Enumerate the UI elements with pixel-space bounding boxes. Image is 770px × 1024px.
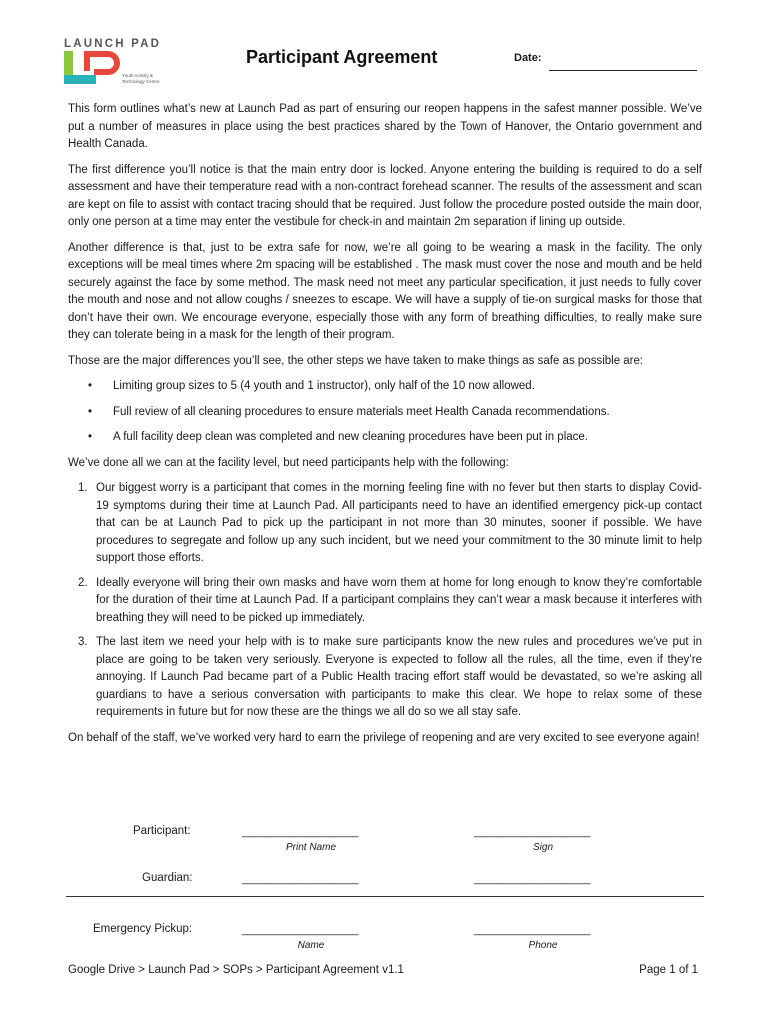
participant-help-list <box>68 480 702 722</box>
logo-text: LAUNCH PAD <box>64 38 162 50</box>
sign-caption: Sign <box>532 842 553 853</box>
bullet-icon: • <box>88 380 93 392</box>
paragraph-masks: Another difference is that, just to be extra safe for now, we’re all going to be wearing a mask in the facility. The only exceptions will be meal times where 2m spacing will be established . The mask must cover the nose and mouth and be held securely against the face by some method. The mask need not meet any particular specification, it just needs to fully cover the mouth and nose and not allow coughs / sneezes to escape. We will have a supply of tie-on surgical masks for those that don’t have their own. We encourage everyone, especially those with any form of breathing difficulties, to really make sure they can tolerate being in a mask for the length of their program. <box>68 241 702 341</box>
emergency-pickup-label: Emergency Pickup: <box>93 923 193 935</box>
safety-steps-list <box>68 378 702 447</box>
print-name-caption: Print Name <box>285 842 336 853</box>
list-item: 2. Ideally everyone will bring their own masks and have worn them at home for long enough to know they’re comfortable for the duration of their time at Launch Pad. If a participant complains they can’t wear a mask because it interferes with breathing they will need to be picked up immediately. <box>78 576 702 624</box>
logo-subtitle: Youth Activity & Technology Centre <box>122 73 160 84</box>
paragraph-intro: This form outlines what’s new at Launch Pad as part of ensuring our reopen happens in the safest manner possible. We’ve put a number of measures in place using the best practices shared by the Town of Hanover, the Ontario government and Health Canada. <box>68 103 702 150</box>
agreement-body <box>68 101 702 755</box>
name-caption: Name <box>297 940 325 951</box>
paragraph-closing: On behalf of the staff, we’ve worked very hard to earn the privilege of reopening and are very excited to see everyone again! <box>68 731 700 744</box>
paragraph-entry: The first difference you’ll notice is that the main entry door is locked. Anyone entering the building is required to do a self assessment and have their temperature read with a non-contract forehead scanner. The results of the assessment and scan are kept on file to assist with contact tracing should that be required. Just follow the procedure posted outside the main door, only one person at a time may enter the vestibule for check-in and maintain 2m separation if lining up outside. <box>68 163 702 228</box>
participant-label: Participant: <box>133 825 191 837</box>
date-field-line[interactable] <box>549 70 697 71</box>
launch-pad-logo <box>64 38 174 90</box>
page-number: Page 1 of 1 <box>639 964 698 976</box>
bullet-icon: • <box>88 431 93 443</box>
participant-sign-field[interactable]: ____________________ <box>474 826 591 838</box>
bullet-icon: • <box>88 405 93 418</box>
list-item: 3. The last item we need your help with is to make sure participants know the new rules and procedures we’ve put in place are going to be taken very seriously. Everyone is expected to follow all the rules, all the time, even if they’re annoying. If Launch Pad became part of a Public Health tracing effort staff would be devastated, so we’re asking all guardians to have a serious conversation with participants to make this clear. We hope to relax some of these requirements in future but for now these are the things we all do so we all stay safe. <box>78 636 702 718</box>
paragraph-steps: Those are the major differences you’ll see, the other steps we have taken to make things as safe as possible are: <box>68 354 644 367</box>
guardian-sign-field[interactable]: ____________________ <box>474 873 591 885</box>
phone-caption: Phone <box>528 940 558 951</box>
guardian-label: Guardian: <box>142 872 193 884</box>
participant-print-name-field[interactable]: ____________________ <box>242 826 359 838</box>
section-divider <box>66 896 704 897</box>
emergency-phone-field[interactable]: ____________________ <box>474 924 591 936</box>
emergency-name-field[interactable]: ____________________ <box>242 924 359 936</box>
footer-breadcrumb: Google Drive > Launch Pad > SOPs > Participant Agreement v1.1 <box>68 964 404 976</box>
page-title: Participant Agreement <box>246 47 438 67</box>
list-item: • Full review of all cleaning procedures to ensure materials meet Health Canada recommendations. <box>88 404 702 422</box>
list-item: • Limiting group sizes to 5 (4 youth and 1 instructor), only half of the 10 now allowed. <box>88 378 702 396</box>
logo-mark-icon <box>64 51 124 87</box>
guardian-print-name-field[interactable]: ____________________ <box>242 873 359 885</box>
date-label: Date: <box>514 52 542 64</box>
list-item: 1. Our biggest worry is a participant that comes in the morning feeling fine with no fever but then starts to display Covid-19 symptoms during their time at Launch Pad. All participants need to have an identified emergency pick-up contact that can be at Launch Pad to pick up the participant in not more than 30 minutes, sooner if possible. We have procedures to segregate and follow up any such incident, but we need your commitment to the 30 minute limit to help support those efforts. <box>78 482 702 564</box>
list-item: • A full facility deep clean was completed and new cleaning procedures have been put in place. <box>88 429 702 447</box>
paragraph-help: We’ve done all we can at the facility level, but need participants help with the following: <box>68 456 509 469</box>
